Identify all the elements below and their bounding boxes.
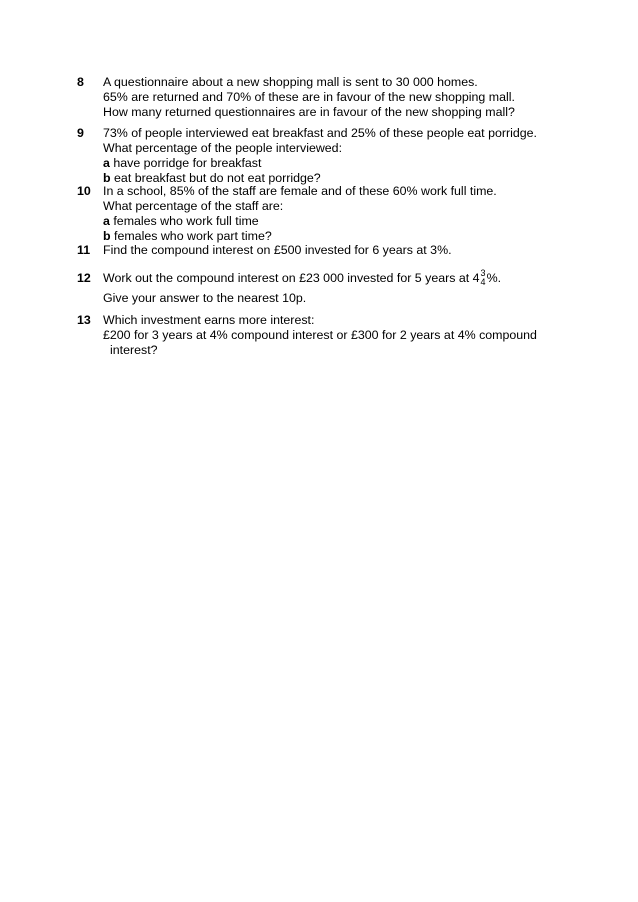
question-text-after-fraction: %.: [486, 271, 502, 285]
question-number: 8: [77, 75, 84, 89]
question-number: 10: [77, 184, 91, 198]
question-part-b: [103, 229, 547, 244]
question-text-before-fraction: Work out the compound interest on £23 000 invested for 5 years at 4: [103, 271, 480, 285]
part-label: a: [103, 214, 110, 228]
question-text: What percentage of the people interviewed:: [103, 141, 343, 155]
question-part-a: [103, 214, 547, 229]
question-text: What percentage of the staff are:: [103, 199, 284, 213]
question-text: Give your answer to the nearest 10p.: [103, 291, 307, 305]
part-text: females who work full time: [113, 214, 259, 228]
question-text: 73% of people interviewed eat breakfast and 25% of these people eat porridge.: [103, 126, 537, 140]
part-text: females who work part time?: [114, 229, 272, 243]
question-number: 9: [77, 126, 84, 140]
question-13: [77, 313, 547, 358]
part-label: b: [103, 229, 111, 243]
question-number: 11: [77, 243, 91, 257]
part-text: have porridge for breakfast: [113, 156, 262, 170]
question-8: [77, 75, 547, 120]
question-text: £200 for 3 years at 4% compound interest or £300 for 2 years at 4% compound: [103, 328, 537, 342]
part-text: eat breakfast but do not eat porridge?: [114, 171, 321, 185]
fraction: [481, 269, 486, 287]
question-number: 13: [77, 313, 91, 327]
question-text: 65% are returned and 70% of these are in favour of the new shopping mall.: [103, 90, 515, 104]
question-text: interest?: [110, 343, 158, 357]
part-label: b: [103, 171, 111, 185]
question-text: Which investment earns more interest:: [103, 313, 315, 327]
question-text: Find the compound interest on £500 invested for 6 years at 3%.: [103, 243, 452, 257]
question-text: In a school, 85% of the staff are female and of these 60% work full time.: [103, 184, 497, 198]
question-part-a: [103, 156, 547, 171]
question-10: [77, 184, 547, 244]
question-12: [77, 268, 547, 306]
question-text: How many returned questionnaires are in favour of the new shopping mall?: [103, 105, 515, 119]
question-text: [103, 268, 547, 288]
fraction-denominator: 4: [480, 276, 486, 287]
fraction-numerator: 3: [480, 267, 486, 278]
part-label: a: [103, 156, 110, 170]
question-9: [77, 126, 547, 186]
question-number: 12: [77, 271, 91, 285]
question-11: [77, 243, 547, 258]
question-text: A questionnaire about a new shopping mall is sent to 30 000 homes.: [103, 75, 478, 89]
